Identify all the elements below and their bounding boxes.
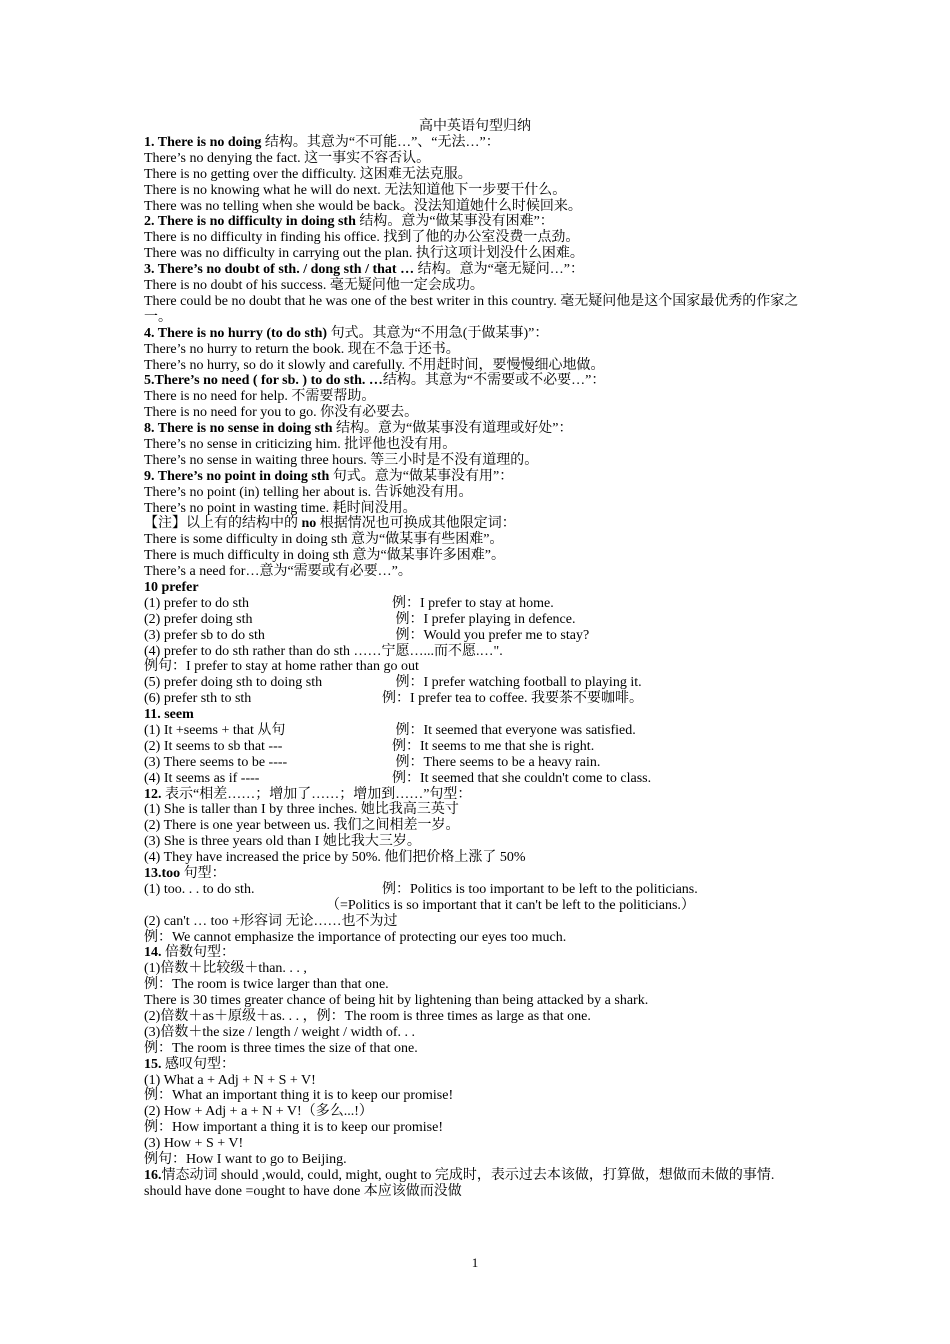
section-heading: 9. There’s no point in doing sth 句式。意为“做某事没有用”： [144,468,514,484]
example-line: There is no doubt of his success. 毫无疑问他一定会成功。 [144,278,484,294]
example-line: (4) They have increased the price by 50%. 他们把价格上涨了 50% [144,850,526,866]
example-line: There’s a need for…意为“需要或有必要…”。 [144,564,412,580]
example-line: There is no need for help. 不需要帮助。 [144,389,376,405]
section-heading: 11. seem [144,707,194,723]
example-line: 例：We cannot emphasize the importance of protecting our eyes too much. [144,929,567,945]
pattern-row: (4) prefer to do sth rather than do sth ……宁愿…...而不愿.…". [144,643,503,659]
pattern-row: (2) prefer doing sth 例：I prefer playing in defence. [144,611,576,627]
pattern-row: (2) can't … too +形容词 无论……也不为过 [144,913,398,929]
example-line: There is no getting over the difficulty. 这困难无法克服。 [144,166,472,182]
example-line: (2) There is one year between us. 我们之间相差一岁。 [144,818,460,834]
example-line: 例：How important a thing it is to keep our promise! [144,1120,444,1136]
example-line: (1) She is taller than I by three inches. 她比我高三英寸 [144,802,459,818]
example-line: （=Politics is so important that it can't be left to the politicians.） [326,897,695,913]
example-line: There’s no denying the fact. 这一事实不容否认。 [144,150,431,166]
example-line: (3) How + S + V! [144,1136,244,1152]
example-line: There’s no sense in criticizing him. 批评他也没有用。 [144,436,457,452]
example-line: (3)倍数＋the size / length / weight / width of. . . [144,1024,416,1040]
section-heading: 4. There is no hurry (to do sth) 句式。其意为“不用急(于做某事)”： [144,325,549,341]
example-line: There’s no sense in waiting three hours. 等三小时是不没有道理的。 [144,452,539,468]
pattern-row: (2) It seems to sb that --- 例：It seems to me that she is right. [144,738,595,754]
example-line: (1)倍数＋比较级＋than. . . , [144,961,307,977]
section-heading: 2. There is no difficulty in doing sth 结构。意为“做某事没有困难”： [144,214,554,230]
example-line: (2) How + Adj + a + N + V!（多么...!） [144,1104,373,1120]
example-line: There’s no point in wasting time. 耗时间没用。 [144,500,417,516]
pattern-row: (3) There seems to be ---- 例：There seems to be a heavy rain. [144,754,601,770]
pattern-row: (1) too. . . to do sth. 例：Politics is too important to be left to the politicians. [144,881,698,897]
example-line: (1) What a + Adj + N + S + V! [144,1072,316,1088]
example-line: There is 30 times greater chance of being hit by lightening than being attacked by a shark. [144,993,649,1009]
section-heading: 3. There’s no doubt of sth. / dong sth / that … 结构。意为“毫无疑问…”： [144,262,585,278]
example-line: There was no difficulty in carrying out the plan. 执行这项计划没什么困难。 [144,246,584,262]
example-line: (2)倍数＋as＋原级＋as. . . ，例：The room is three times as large as that one. [144,1009,591,1025]
section-heading: 12. 表示“相差……；增加了……；增加到……”句型： [144,786,472,802]
example-line: There is no knowing what he will do next. 无法知道他下一步要干什么。 [144,182,567,198]
document-page [144,119,816,1200]
section-heading: 13.too 句型： [144,866,226,881]
section-heading: 10 prefer [144,579,199,595]
example-line: There is no difficulty in finding his office. 找到了他的办公室没费一点劲。 [144,230,580,246]
example-line: 例：What an important thing it is to keep our promise! [144,1088,454,1104]
example-line: There was no telling when she would be back。没法知道她什么时候回来。 [144,198,582,214]
note-line: 【注】以上有的结构中的 no 根据情况也可换成其他限定词： [144,516,516,532]
example-line: 例句：How I want to go to Beijing. [144,1152,347,1168]
example-line: (3) She is three years old than I 她比我大三岁。 [144,834,421,850]
pattern-row: (3) prefer sb to do sth 例：Would you prefer me to stay? [144,627,590,643]
section-heading: 14. 倍数句型： [144,945,235,961]
section-heading: 8. There is no sense in doing sth 结构。意为“做某事没有道理或好处”： [144,421,573,437]
example-line: There is much difficulty in doing sth 意为“做某事许多困难”。 [144,548,505,564]
pattern-row: (6) prefer sth to sth 例：I prefer tea to coffee. 我要茶不要咖啡。 [144,691,643,707]
example-line: There’s no hurry to return the book. 现在不急于还书。 [144,341,460,357]
page-number: 1 [471,1255,479,1270]
example-line: 例：The room is twice larger than that one. [144,977,389,993]
pattern-row: (4) It seems as if ---- 例：It seemed that she couldn't come to class. [144,770,652,786]
example-line: There could be no doubt that he was one of the best writer in this country. 毫无疑问他是这个国家最优秀的作家之一。 [144,293,799,325]
example-line: There’s no hurry, so do it slowly and carefully. 不用赶时间，要慢慢细心地做。 [144,357,605,373]
pattern-row: (1) prefer to do sth 例：I prefer to stay at home. [144,595,554,611]
section-heading: 1. There is no doing 结构。其意为“不可能…”、“无法…”： [144,135,500,150]
example-line: There is some difficulty in doing sth 意为“做某事有些困难”。 [144,532,504,548]
example-line: 例：The room is three times the size of that one. [144,1040,418,1056]
example-line: 例句：I prefer to stay at home rather than go out [144,659,419,675]
example-line: There’s no point (in) telling her about is. 告诉她没有用。 [144,484,473,500]
example-line: should have done =ought to have done 本应该做而没做 [144,1183,462,1199]
section-heading: 5.There’s no need ( for sb. ) to do sth. …结构。其意为“不需要或不必要…”： [144,373,606,389]
pattern-row: (1) It +seems + that 从句 例：It seemed that everyone was satisfied. [144,722,636,738]
page-title: 高中英语句型归纳 [419,119,531,134]
section-heading: 16.情态动词 should ,would, could, might, ought to 完成时，表示过去本该做，打算做，想做而未做的事情. [144,1167,775,1183]
example-line: There is no need for you to go. 你没有必要去。 [144,405,419,421]
section-heading: 15. 感叹句型： [144,1056,235,1072]
pattern-row: (5) prefer doing sth to doing sth 例：I prefer watching football to playing it. [144,675,642,691]
